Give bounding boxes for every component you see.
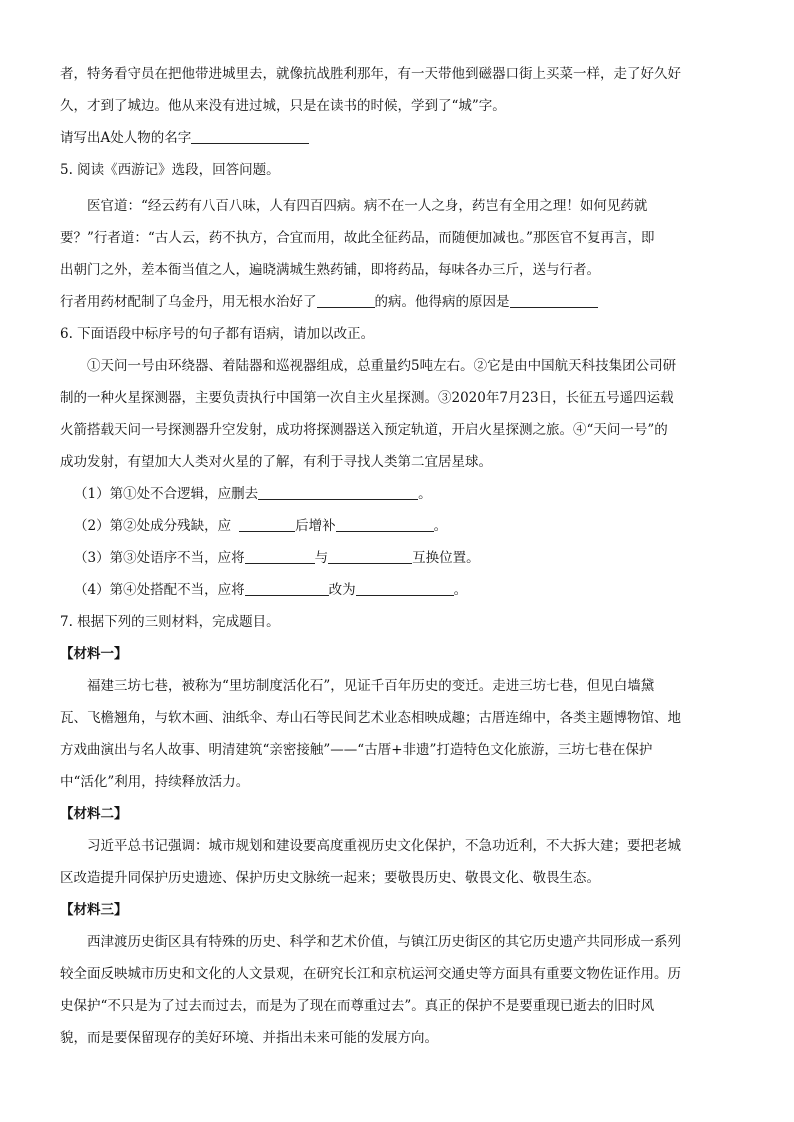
material-3-line-2: 较全面反映城市历史和文化的人文景观，在研究长江和京杭运河交通史等方面具有重要文物佐证作用。历 bbox=[60, 966, 681, 982]
q6-sub-4-text-a: （4）第④处搭配不当，应将 bbox=[74, 582, 245, 598]
q6-sub-4-end: 。 bbox=[453, 582, 468, 598]
material-3-line-4: 貌，而是要保留现存的美好环境、并指出未来可能的发展方向。 bbox=[60, 1030, 438, 1046]
q6-sub-3-text-a: （3）第③处语序不当，应将 bbox=[74, 550, 245, 566]
intro-prompt-text: 请写出A处人物的名字 bbox=[60, 130, 192, 146]
q5-question-b: 的病。他得病的原因是 bbox=[374, 294, 510, 310]
q6-para-line-1: ①天问一号由环绕器、着陆器和巡视器组成，总重量约5吨左右。②它是由中国航天科技集团公司研 bbox=[87, 358, 677, 374]
q7-title: 7. 根据下列的三则材料，完成题目。 bbox=[60, 614, 280, 630]
q5-para-line-1: 医官道：“经云药有八百八味，人有四百四病。病不在一人之身，药岂有全用之理！如何见药就 bbox=[87, 198, 648, 214]
q6-sub-1 bbox=[60, 478, 720, 510]
q6-sub-2-end: 。 bbox=[433, 518, 448, 534]
q6-sub-4-text-b: 改为 bbox=[328, 582, 356, 598]
q5-para-line-2: 要？”行者道：“古人云，药不执方，合宜而用，故此全征药品，而随便加减也。”那医官不复再言，即 bbox=[60, 230, 655, 246]
answer-blank-q5-cause[interactable] bbox=[510, 293, 598, 308]
q5-title: 5. 阅读《西游记》选段，回答问题。 bbox=[60, 162, 280, 178]
q6-para-line-3: 火箭搭载天问一号探测器升空发射，成功将探测器送入预定轨道，开启火星探测之旅。④“天问一号”的 bbox=[60, 422, 668, 438]
q6-sub-1-end: 。 bbox=[418, 486, 432, 502]
answer-blank-q6-2-b[interactable] bbox=[336, 517, 434, 532]
material-1-line-1: 福建三坊七巷，被称为“里坊制度活化石”，见证千百年历史的变迁。走进三坊七巷，但见白墙黛 bbox=[87, 678, 655, 694]
answer-blank-q6-3-b[interactable] bbox=[328, 549, 412, 564]
answer-blank-a-name[interactable] bbox=[191, 129, 309, 144]
answer-blank-q6-4-a[interactable] bbox=[245, 581, 329, 596]
answer-blank-q6-2-a[interactable] bbox=[239, 517, 295, 532]
q5-para-line-3: 出朝门之外，差本衙当值之人，遍晓满城生熟药铺，即将药品，每味各办三斤，送与行者。 bbox=[60, 262, 600, 278]
material-3-line-3: 史保护“不只是为了过去而过去，而是为了现在而尊重过去”。真正的保护不是要重现已逝去的旧时风 bbox=[60, 998, 655, 1014]
material-2-line-2: 区改造提升同保护历史遗迹、保护历史文脉统一起来；要敬畏历史、敬畏文化、敬畏生态。 bbox=[60, 870, 600, 886]
q6-sub-2-text-b: 后增补 bbox=[295, 518, 336, 534]
material-1-line-3: 方戏曲演出与名人故事、明清建筑“亲密接触”——“古厝+非遗”打造特色文化旅游，三坊七巷在保护 bbox=[60, 742, 653, 758]
q6-sub-2 bbox=[60, 510, 720, 542]
material-1-heading: 【材料一】 bbox=[60, 646, 128, 662]
material-2-heading: 【材料二】 bbox=[60, 806, 128, 822]
intro-line-2: 久，才到了城边。他从来没有进过城，只是在读书的时候，学到了“城”字。 bbox=[60, 98, 506, 114]
q6-sub-3-text-b: 与 bbox=[314, 550, 329, 566]
answer-blank-q6-3-a[interactable] bbox=[245, 549, 315, 564]
q6-para-line-4: 成功发射，有望加大人类对火星的了解，有利于寻找人类第二宜居星球。 bbox=[60, 454, 492, 470]
material-2-line-1: 习近平总书记强调：城市规划和建设要高度重视历史文化保护，不急功近利，不大拆大建；要把老城 bbox=[87, 838, 681, 854]
intro-prompt bbox=[60, 122, 720, 154]
q6-sub-2-text-a: （2）第②处成分残缺，应 bbox=[74, 518, 232, 534]
document-page bbox=[60, 58, 720, 1054]
answer-blank-q6-4-b[interactable] bbox=[356, 581, 454, 596]
material-3-heading: 【材料三】 bbox=[60, 902, 128, 918]
answer-blank-q5-disease[interactable] bbox=[317, 293, 375, 308]
intro-line-1: 者，特务看守员在把他带进城里去，就像抗战胜利那年，有一天带他到磁器口街上买菜一样，走了好久好 bbox=[60, 66, 681, 82]
q6-title: 6. 下面语段中标序号的句子都有语病，请加以改正。 bbox=[60, 326, 375, 342]
material-3-line-1: 西津渡历史街区具有特殊的历史、科学和艺术价值，与镇江历史街区的其它历史遗产共同形成一系列 bbox=[87, 934, 681, 950]
answer-blank-q6-1[interactable] bbox=[258, 485, 418, 500]
q5-question bbox=[60, 286, 720, 318]
q6-sub-1-text: （1）第①处不合逻辑，应删去 bbox=[74, 486, 259, 502]
material-1-line-2: 瓦、飞檐翘角，与软木画、油纸伞、寿山石等民间艺术业态相映成趣；古厝连绵中，各类主题博物馆、地 bbox=[60, 710, 681, 726]
q5-question-a: 行者用药材配制了乌金丹，用无根水治好了 bbox=[60, 294, 317, 310]
q6-sub-4 bbox=[60, 574, 720, 606]
q6-sub-3-text-c: 互换位置。 bbox=[412, 550, 480, 566]
q6-para-line-2: 制的一种火星探测器，主要负责执行中国第一次自主火星探测。③2020年7月23日，长征五号遥四运载 bbox=[60, 390, 674, 406]
material-1-line-4: 中“活化”利用，持续释放活力。 bbox=[60, 774, 250, 790]
q6-sub-3 bbox=[60, 542, 720, 574]
